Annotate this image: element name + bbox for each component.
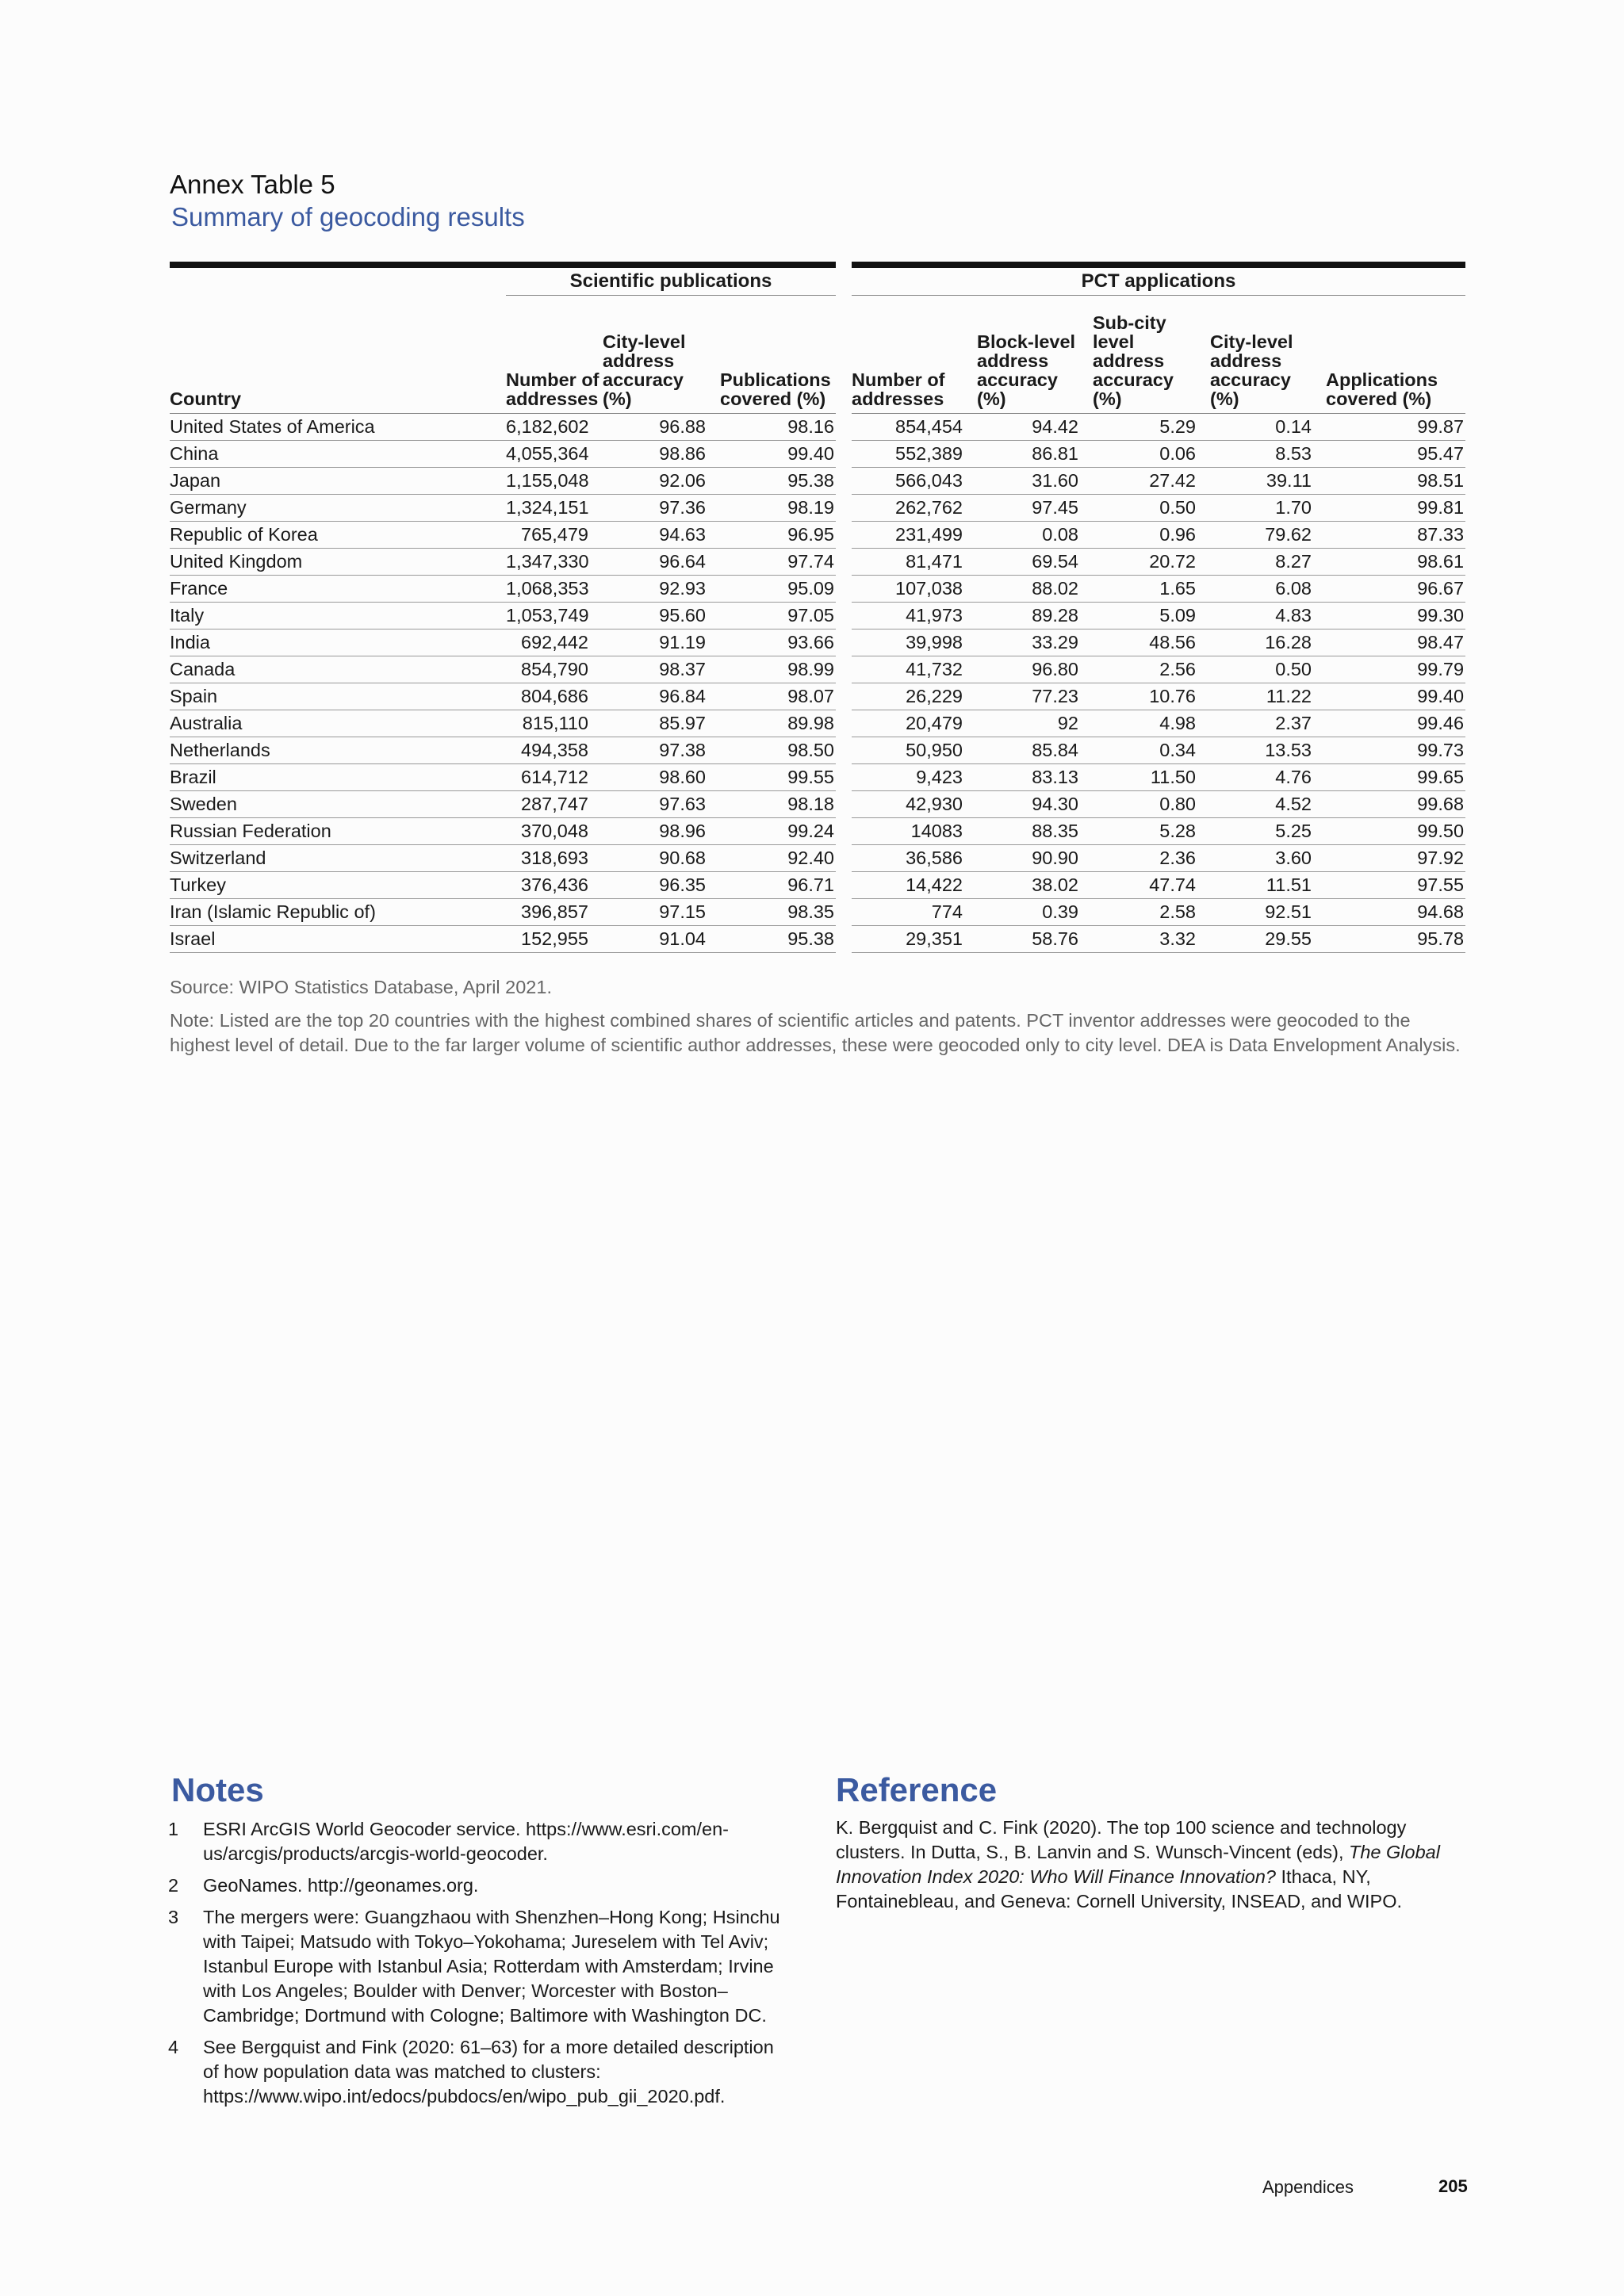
cell-country: Israel: [170, 926, 506, 953]
col-header-line: addresses: [506, 388, 599, 409]
col-header-pct-city-accuracy: [1210, 296, 1326, 414]
cell-country: Australia: [170, 710, 506, 737]
cell-pct-subcity-accuracy: 0.96: [1093, 522, 1210, 549]
cell-sci-publications-covered: 98.18: [720, 791, 836, 818]
cell-pct-applications-covered: 99.73: [1326, 737, 1465, 764]
cell-pct-applications-covered: 87.33: [1326, 522, 1465, 549]
table-gap-cell: [836, 629, 852, 656]
cell-pct-block-accuracy: 88.02: [977, 576, 1093, 603]
cell-country: United Kingdom: [170, 549, 506, 576]
cell-pct-subcity-accuracy: 10.76: [1093, 683, 1210, 710]
cell-pct-applications-covered: 97.55: [1326, 872, 1465, 899]
cell-sci-city-accuracy: 96.35: [603, 872, 720, 899]
cell-pct-block-accuracy: 33.29: [977, 629, 1093, 656]
cell-sci-publications-covered: 98.16: [720, 414, 836, 441]
cell-pct-number: 566,043: [852, 468, 977, 495]
cell-pct-block-accuracy: 94.30: [977, 791, 1093, 818]
cell-sci-publications-covered: 97.05: [720, 603, 836, 629]
cell-pct-city-accuracy: 1.70: [1210, 495, 1326, 522]
cell-pct-subcity-accuracy: 4.98: [1093, 710, 1210, 737]
cell-pct-applications-covered: 99.46: [1326, 710, 1465, 737]
table-row: [170, 441, 1465, 468]
table-gap-cell: [836, 872, 852, 899]
table-column-header-row: [170, 296, 1465, 414]
table-row: [170, 629, 1465, 656]
cell-pct-applications-covered: 98.61: [1326, 549, 1465, 576]
cell-pct-subcity-accuracy: 0.06: [1093, 441, 1210, 468]
col-header-line: Number of: [506, 369, 599, 390]
cell-pct-block-accuracy: 86.81: [977, 441, 1093, 468]
cell-pct-subcity-accuracy: 2.58: [1093, 899, 1210, 926]
cell-pct-subcity-accuracy: 5.28: [1093, 818, 1210, 845]
cell-sci-city-accuracy: 92.06: [603, 468, 720, 495]
cell-pct-applications-covered: 96.67: [1326, 576, 1465, 603]
note-text: See Bergquist and Fink (2020: 61–63) for a more detailed description of how population data was matched to clusters: https://www.wipo.int/edocs/pubdocs/en/wipo_pub_gii_2020.pdf.: [203, 2037, 774, 2107]
table-gap-cell: [836, 656, 852, 683]
footer-section-label: Appendices: [1262, 2177, 1354, 2197]
table-note: Note: Listed are the top 20 countries with the highest combined shares of scientific articles and patents. PCT inventor addresses were geocoded to the highest level of detail. Due to the far larger volume of scientific author addresses, these were geocoded only to city level. DEA is Data Envelopment Analysis.: [170, 1010, 1461, 1055]
cell-pct-subcity-accuracy: 2.56: [1093, 656, 1210, 683]
table-gap-cell: [836, 576, 852, 603]
cell-pct-block-accuracy: 88.35: [977, 818, 1093, 845]
table-gap-cell: [836, 845, 852, 872]
cell-country: Republic of Korea: [170, 522, 506, 549]
cell-sci-number: 4,055,364: [506, 441, 603, 468]
cell-pct-applications-covered: 99.65: [1326, 764, 1465, 791]
cell-pct-number: 231,499: [852, 522, 977, 549]
cell-country: Switzerland: [170, 845, 506, 872]
cell-sci-number: 614,712: [506, 764, 603, 791]
cell-sci-number: 6,182,602: [506, 414, 603, 441]
cell-pct-city-accuracy: 0.50: [1210, 656, 1326, 683]
col-header-line: Sub-city: [1093, 312, 1166, 333]
cell-pct-block-accuracy: 38.02: [977, 872, 1093, 899]
note-number: 4: [168, 2037, 179, 2057]
cell-country: Italy: [170, 603, 506, 629]
col-header-line: level: [1093, 331, 1135, 352]
cell-country: France: [170, 576, 506, 603]
cell-pct-city-accuracy: 39.11: [1210, 468, 1326, 495]
cell-sci-publications-covered: 98.50: [720, 737, 836, 764]
table-row: [170, 845, 1465, 872]
col-header-line: (%): [1210, 388, 1239, 409]
cell-sci-number: 1,324,151: [506, 495, 603, 522]
cell-sci-publications-covered: 99.55: [720, 764, 836, 791]
cell-pct-applications-covered: 99.68: [1326, 791, 1465, 818]
cell-sci-publications-covered: 98.07: [720, 683, 836, 710]
cell-pct-city-accuracy: 13.53: [1210, 737, 1326, 764]
table-group-header-row: [170, 262, 1465, 296]
reference-text: [836, 1816, 1470, 1914]
cell-pct-subcity-accuracy: 47.74: [1093, 872, 1210, 899]
cell-sci-publications-covered: 97.74: [720, 549, 836, 576]
cell-sci-publications-covered: 98.19: [720, 495, 836, 522]
cell-pct-block-accuracy: 92: [977, 710, 1093, 737]
col-header-line: Block-level: [977, 331, 1076, 352]
col-header-line: addresses: [852, 388, 944, 409]
col-header-sci-city-accuracy: [603, 296, 720, 414]
cell-pct-block-accuracy: 58.76: [977, 926, 1093, 953]
cell-pct-subcity-accuracy: 5.29: [1093, 414, 1210, 441]
cell-pct-applications-covered: 99.81: [1326, 495, 1465, 522]
cell-sci-city-accuracy: 96.64: [603, 549, 720, 576]
cell-sci-city-accuracy: 90.68: [603, 845, 720, 872]
col-header-line: address: [977, 350, 1049, 371]
cell-sci-city-accuracy: 97.38: [603, 737, 720, 764]
cell-pct-subcity-accuracy: 27.42: [1093, 468, 1210, 495]
cell-sci-number: 287,747: [506, 791, 603, 818]
reference-text-start: K. Bergquist and C. Fink (2020). The top 100 science and technology clusters. In Dutta, S., B. Lanvin and S. Wunsch-Vincent (eds),: [836, 1817, 1407, 1862]
cell-pct-city-accuracy: 4.83: [1210, 603, 1326, 629]
cell-pct-city-accuracy: 6.08: [1210, 576, 1326, 603]
cell-pct-subcity-accuracy: 11.50: [1093, 764, 1210, 791]
cell-sci-city-accuracy: 91.19: [603, 629, 720, 656]
cell-sci-number: 152,955: [506, 926, 603, 953]
cell-pct-city-accuracy: 11.22: [1210, 683, 1326, 710]
table-source: Source: WIPO Statistics Database, April 2021.: [170, 977, 552, 997]
cell-sci-city-accuracy: 92.93: [603, 576, 720, 603]
col-header-gap: [836, 296, 852, 414]
reference-book-title: The Global Innovation Index 2020: Who Will Finance Innovation?: [836, 1842, 1440, 1887]
table-row: [170, 737, 1465, 764]
cell-sci-number: 1,347,330: [506, 549, 603, 576]
cell-sci-city-accuracy: 96.84: [603, 683, 720, 710]
cell-sci-number: 376,436: [506, 872, 603, 899]
cell-pct-subcity-accuracy: 5.09: [1093, 603, 1210, 629]
table-row: [170, 549, 1465, 576]
cell-sci-city-accuracy: 98.86: [603, 441, 720, 468]
cell-pct-city-accuracy: 29.55: [1210, 926, 1326, 953]
cell-sci-number: 370,048: [506, 818, 603, 845]
cell-pct-number: 41,973: [852, 603, 977, 629]
table-gap-cell: [836, 737, 852, 764]
cell-pct-city-accuracy: 92.51: [1210, 899, 1326, 926]
cell-pct-applications-covered: 97.92: [1326, 845, 1465, 872]
cell-sci-city-accuracy: 95.60: [603, 603, 720, 629]
cell-pct-city-accuracy: 3.60: [1210, 845, 1326, 872]
cell-pct-applications-covered: 99.50: [1326, 818, 1465, 845]
cell-pct-applications-covered: 98.47: [1326, 629, 1465, 656]
table-row: [170, 495, 1465, 522]
cell-pct-subcity-accuracy: 0.50: [1093, 495, 1210, 522]
cell-country: United States of America: [170, 414, 506, 441]
col-header-line: (%): [603, 388, 632, 409]
cell-country: Turkey: [170, 872, 506, 899]
col-header-line: address: [1210, 350, 1282, 371]
cell-pct-number: 107,038: [852, 576, 977, 603]
col-header-line: City-level: [1210, 331, 1293, 352]
table-row: [170, 899, 1465, 926]
cell-sci-number: 318,693: [506, 845, 603, 872]
cell-pct-block-accuracy: 0.39: [977, 899, 1093, 926]
cell-country: Iran (Islamic Republic of): [170, 899, 506, 926]
table-gap-cell: [836, 791, 852, 818]
cell-sci-city-accuracy: 97.36: [603, 495, 720, 522]
cell-pct-city-accuracy: 8.27: [1210, 549, 1326, 576]
cell-pct-subcity-accuracy: 3.32: [1093, 926, 1210, 953]
cell-pct-number: 552,389: [852, 441, 977, 468]
cell-pct-city-accuracy: 11.51: [1210, 872, 1326, 899]
cell-sci-publications-covered: 99.40: [720, 441, 836, 468]
col-header-line: (%): [1093, 388, 1122, 409]
cell-pct-block-accuracy: 77.23: [977, 683, 1093, 710]
table-row: [170, 710, 1465, 737]
cell-sci-publications-covered: 96.71: [720, 872, 836, 899]
cell-pct-applications-covered: 99.87: [1326, 414, 1465, 441]
table-gap-cell: [836, 549, 852, 576]
cell-pct-number: 26,229: [852, 683, 977, 710]
table-gap-cell: [836, 683, 852, 710]
cell-sci-publications-covered: 95.38: [720, 468, 836, 495]
col-header-pct-block-accuracy: [977, 296, 1093, 414]
cell-sci-number: 1,155,048: [506, 468, 603, 495]
table-row: [170, 603, 1465, 629]
cell-pct-block-accuracy: 90.90: [977, 845, 1093, 872]
reference-heading: Reference: [836, 1771, 998, 1808]
group-header-blank: [170, 262, 506, 296]
col-header-country: Country: [170, 296, 506, 414]
cell-sci-city-accuracy: 97.15: [603, 899, 720, 926]
table-gap-cell: [836, 468, 852, 495]
col-header-line: Number of: [852, 369, 945, 390]
col-header-pct-number: [852, 296, 977, 414]
cell-country: Japan: [170, 468, 506, 495]
col-header-sci-publications-covered: [720, 296, 836, 414]
cell-sci-city-accuracy: 94.63: [603, 522, 720, 549]
cell-pct-subcity-accuracy: 0.80: [1093, 791, 1210, 818]
cell-sci-publications-covered: 99.24: [720, 818, 836, 845]
cell-sci-publications-covered: 98.99: [720, 656, 836, 683]
cell-pct-number: 14083: [852, 818, 977, 845]
reference-text-end: Ithaca, NY, Fontainebleau, and Geneva: Cornell University, INSEAD, and WIPO.: [836, 1866, 1403, 1911]
col-header-line: (%): [977, 388, 1006, 409]
cell-sci-publications-covered: 92.40: [720, 845, 836, 872]
col-header-line: accuracy: [603, 369, 684, 390]
cell-pct-applications-covered: 94.68: [1326, 899, 1465, 926]
geocoding-table: [170, 262, 1465, 953]
cell-pct-subcity-accuracy: 0.34: [1093, 737, 1210, 764]
cell-pct-city-accuracy: 16.28: [1210, 629, 1326, 656]
note-number: 2: [168, 1875, 179, 1896]
cell-country: Spain: [170, 683, 506, 710]
cell-sci-number: 1,068,353: [506, 576, 603, 603]
cell-pct-applications-covered: 95.78: [1326, 926, 1465, 953]
cell-sci-city-accuracy: 97.63: [603, 791, 720, 818]
cell-sci-publications-covered: 95.09: [720, 576, 836, 603]
table-row: [170, 522, 1465, 549]
col-header-line: accuracy: [977, 369, 1058, 390]
table-row: [170, 791, 1465, 818]
cell-country: Brazil: [170, 764, 506, 791]
annex-subtitle: Summary of geocoding results: [171, 202, 525, 232]
note-text: GeoNames. http://geonames.org.: [203, 1875, 479, 1896]
group-header-gap: [836, 262, 852, 296]
cell-sci-publications-covered: 96.95: [720, 522, 836, 549]
cell-sci-number: 815,110: [506, 710, 603, 737]
table-gap-cell: [836, 495, 852, 522]
cell-sci-city-accuracy: 98.37: [603, 656, 720, 683]
col-header-pct-subcity-accuracy: [1093, 296, 1210, 414]
col-header-line: address: [603, 350, 675, 371]
note-item: [167, 2035, 785, 2109]
cell-sci-city-accuracy: 96.88: [603, 414, 720, 441]
cell-country: Sweden: [170, 791, 506, 818]
table-gap-cell: [836, 899, 852, 926]
cell-pct-block-accuracy: 0.08: [977, 522, 1093, 549]
cell-pct-block-accuracy: 69.54: [977, 549, 1093, 576]
cell-pct-number: 854,454: [852, 414, 977, 441]
note-item: [167, 1873, 785, 1898]
cell-sci-number: 854,790: [506, 656, 603, 683]
table-row: [170, 872, 1465, 899]
cell-pct-city-accuracy: 8.53: [1210, 441, 1326, 468]
table-row: [170, 764, 1465, 791]
table-row: [170, 414, 1465, 441]
cell-pct-applications-covered: 99.79: [1326, 656, 1465, 683]
cell-pct-applications-covered: 98.51: [1326, 468, 1465, 495]
col-header-line: address: [1093, 350, 1165, 371]
table-body: [170, 414, 1465, 953]
cell-pct-city-accuracy: 2.37: [1210, 710, 1326, 737]
cell-pct-block-accuracy: 94.42: [977, 414, 1093, 441]
col-header-line: accuracy: [1210, 369, 1291, 390]
note-item: [167, 1817, 785, 1866]
note-text: The mergers were: Guangzhaou with Shenzhen–Hong Kong; Hsinchu with Taipei; Matsudo with Tokyo–Yokohama; Jureselem with Tel Aviv; Istanbul Europe with Istanbul Asia; Rotterdam with Amsterdam; Irvine with Los Angeles; Boulder with Denver; Worcester with Boston–Cambridge; Dortmund with Cologne; Baltimore with Washington DC.: [203, 1907, 780, 2026]
cell-country: Netherlands: [170, 737, 506, 764]
col-header-sci-number: [506, 296, 603, 414]
cell-sci-city-accuracy: 85.97: [603, 710, 720, 737]
cell-country: Canada: [170, 656, 506, 683]
cell-sci-number: 804,686: [506, 683, 603, 710]
cell-pct-number: 36,586: [852, 845, 977, 872]
cell-pct-block-accuracy: 83.13: [977, 764, 1093, 791]
cell-country: China: [170, 441, 506, 468]
cell-sci-number: 765,479: [506, 522, 603, 549]
table-gap-cell: [836, 603, 852, 629]
table-gap-cell: [836, 764, 852, 791]
cell-pct-number: 20,479: [852, 710, 977, 737]
cell-pct-city-accuracy: 4.76: [1210, 764, 1326, 791]
cell-country: Russian Federation: [170, 818, 506, 845]
table-row: [170, 683, 1465, 710]
cell-pct-number: 42,930: [852, 791, 977, 818]
cell-pct-city-accuracy: 0.14: [1210, 414, 1326, 441]
table-row: [170, 656, 1465, 683]
col-header-line: covered (%): [1326, 388, 1432, 409]
table-gap-cell: [836, 926, 852, 953]
col-header-line: Applications: [1326, 369, 1438, 390]
cell-sci-number: 494,358: [506, 737, 603, 764]
cell-pct-number: 774: [852, 899, 977, 926]
page-number: 205: [1438, 2176, 1468, 2196]
cell-pct-subcity-accuracy: 48.56: [1093, 629, 1210, 656]
cell-pct-block-accuracy: 89.28: [977, 603, 1093, 629]
table-row: [170, 818, 1465, 845]
cell-pct-block-accuracy: 96.80: [977, 656, 1093, 683]
table-gap-cell: [836, 441, 852, 468]
cell-pct-number: 39,998: [852, 629, 977, 656]
col-header-line: accuracy: [1093, 369, 1174, 390]
cell-pct-applications-covered: 99.30: [1326, 603, 1465, 629]
table-gap-cell: [836, 710, 852, 737]
table-gap-cell: [836, 414, 852, 441]
note-number: 3: [168, 1907, 179, 1927]
cell-country: Germany: [170, 495, 506, 522]
cell-pct-city-accuracy: 5.25: [1210, 818, 1326, 845]
table-row: [170, 926, 1465, 953]
cell-pct-city-accuracy: 4.52: [1210, 791, 1326, 818]
col-header-line: Publications: [720, 369, 831, 390]
cell-pct-number: 14,422: [852, 872, 977, 899]
col-header-pct-applications-covered: [1326, 296, 1465, 414]
notes-list: [167, 1817, 785, 2116]
cell-pct-number: 262,762: [852, 495, 977, 522]
cell-sci-city-accuracy: 98.60: [603, 764, 720, 791]
cell-pct-subcity-accuracy: 20.72: [1093, 549, 1210, 576]
cell-pct-block-accuracy: 85.84: [977, 737, 1093, 764]
group-header-scientific: Scientific publications: [506, 262, 836, 296]
note-number: 1: [168, 1819, 179, 1839]
cell-sci-publications-covered: 98.35: [720, 899, 836, 926]
col-header-line: City-level: [603, 331, 686, 352]
col-header-line: covered (%): [720, 388, 826, 409]
cell-pct-block-accuracy: 31.60: [977, 468, 1093, 495]
cell-sci-number: 1,053,749: [506, 603, 603, 629]
table-gap-cell: [836, 818, 852, 845]
group-header-pct: PCT applications: [852, 262, 1465, 296]
cell-sci-city-accuracy: 98.96: [603, 818, 720, 845]
cell-pct-number: 9,423: [852, 764, 977, 791]
note-item: [167, 1905, 785, 2028]
cell-sci-number: 396,857: [506, 899, 603, 926]
table-gap-cell: [836, 522, 852, 549]
cell-pct-applications-covered: 95.47: [1326, 441, 1465, 468]
cell-country: India: [170, 629, 506, 656]
cell-pct-applications-covered: 99.40: [1326, 683, 1465, 710]
cell-pct-subcity-accuracy: 2.36: [1093, 845, 1210, 872]
cell-pct-number: 81,471: [852, 549, 977, 576]
cell-pct-subcity-accuracy: 1.65: [1093, 576, 1210, 603]
cell-sci-city-accuracy: 91.04: [603, 926, 720, 953]
notes-heading: Notes: [171, 1771, 264, 1808]
cell-pct-number: 41,732: [852, 656, 977, 683]
cell-pct-number: 50,950: [852, 737, 977, 764]
cell-pct-number: 29,351: [852, 926, 977, 953]
cell-pct-city-accuracy: 79.62: [1210, 522, 1326, 549]
table-row: [170, 468, 1465, 495]
cell-pct-block-accuracy: 97.45: [977, 495, 1093, 522]
cell-sci-publications-covered: 89.98: [720, 710, 836, 737]
cell-sci-publications-covered: 93.66: [720, 629, 836, 656]
cell-sci-number: 692,442: [506, 629, 603, 656]
annex-title: Annex Table 5: [170, 170, 335, 199]
note-text: ESRI ArcGIS World Geocoder service. https://www.esri.com/en-us/arcgis/products/arcgis-world-geocoder.: [203, 1819, 730, 1864]
table-row: [170, 576, 1465, 603]
cell-sci-publications-covered: 95.38: [720, 926, 836, 953]
